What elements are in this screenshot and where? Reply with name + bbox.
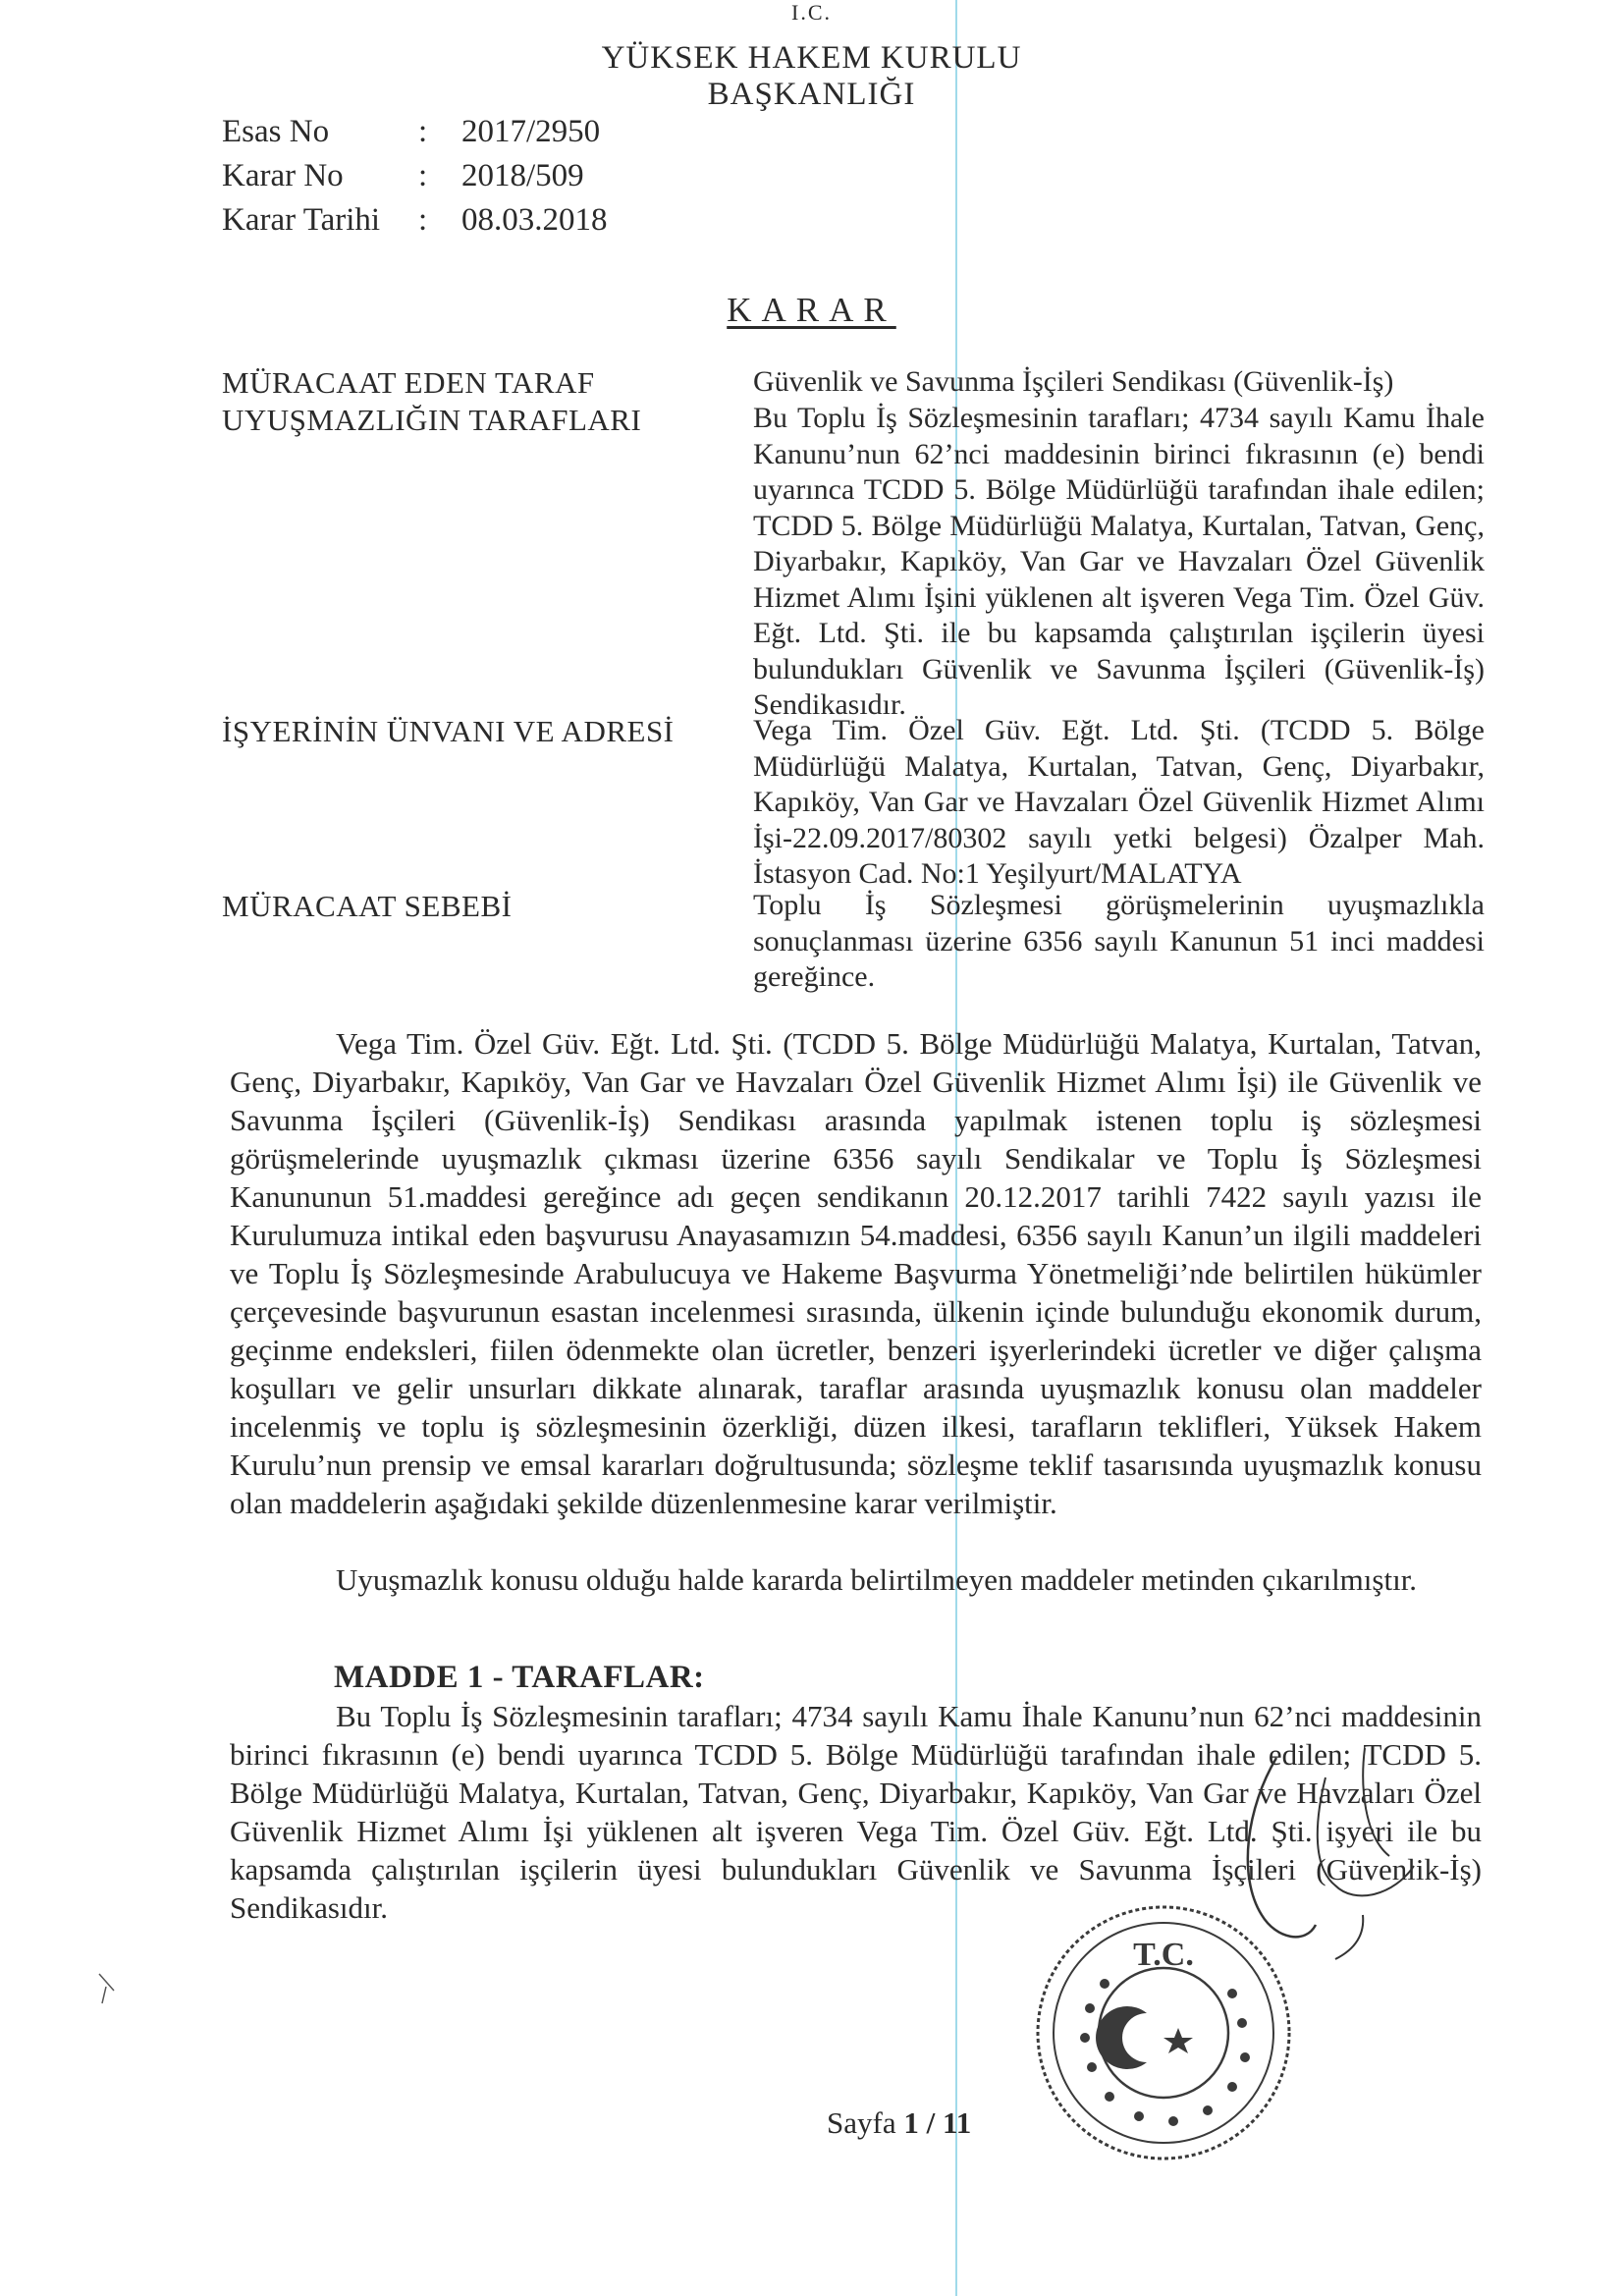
muracaat-eden-text: Güvenlik ve Savunma İşçileri Sendikası (Güvenlik-İş) <box>753 365 1394 398</box>
karar-row <box>222 154 608 198</box>
document-title <box>0 291 1623 330</box>
sebep-text: Toplu İş Sözleşmesi görüşmelerinin uyuşmazlıkla sonuçlanması üzerine 6356 sayılı Kanunun 51 inci maddesi gereğince. <box>753 889 1485 993</box>
official-seal-icon <box>1031 1900 1296 2165</box>
sebep-label: MÜRACAAT SEBEBİ <box>222 889 513 923</box>
page-separator: / <box>926 2105 936 2140</box>
taraflar-text: Bu Toplu İş Sözleşmesinin tarafları; 4734 sayılı Kamu İhale Kanunu’nun 62’nci maddesinin birinci fıkrasının (e) bendi uyarınca TCDD 5. Bölge Müdürlüğü tarafından ihale edilen; TCDD 5. Bölge Müdürlüğü Malatya, Kurtalan, Tatvan, Genç, Diyarbakır, Kapıköy, Van Gar ve Havzaları Özel Güvenlik Hizmet Alımı İşini yüklenen alt işveren Vega Tim. Özel Güv. Eğt. Ltd. Şti. ile bu kapsamda çalıştırılan işçilerin üyesi bulundukları Güvenlik ve Savunma İşçileri (Güvenlik-İş) Sendikasıdır. <box>753 402 1485 721</box>
organization-name: YÜKSEK HAKEM KURULU <box>601 40 1022 76</box>
isyeri-label: İŞYERİNİN ÜNVANI VE ADRESİ <box>222 714 675 748</box>
madde-1-heading: MADDE 1 - TARAFLAR: <box>334 1660 705 1695</box>
organization-subtitle: BAŞKANLIĞI <box>707 77 916 112</box>
karar-label: Karar No <box>222 158 344 193</box>
document-title-text: KARAR <box>727 291 896 329</box>
case-metadata <box>222 110 608 243</box>
esas-colon: : <box>418 114 428 149</box>
page-total: 11 <box>942 2105 972 2140</box>
header-mark: I.C. <box>791 0 832 25</box>
karar-colon: : <box>418 158 428 193</box>
page-current: 1 <box>903 2105 919 2140</box>
tarih-colon: : <box>418 202 428 238</box>
taraflar-label: UYUŞMAZLIĞIN TARAFLARI <box>222 403 642 437</box>
tarih-row <box>222 198 608 243</box>
body-paragraph-2: Uyuşmazlık konusu olduğu halde kararda belirtilmeyen maddeler metinden çıkarılmıştır. <box>336 1562 1418 1597</box>
esas-row <box>222 110 608 154</box>
karar-value: 2018/509 <box>461 158 584 193</box>
madde-1-text: Bu Toplu İş Sözleşmesinin tarafları; 4734 sayılı Kamu İhale Kanunu’nun 62’nci maddesinin birinci fıkrasının (e) bendi uyarınca TCDD 5. Bölge Müdürlüğü tarafından ihale edilen; TCDD 5. Bölge Müdürlüğü Malatya, Kurtalan, Tatvan, Genç, Diyarbakır, Kapıköy, Van Gar ve Havzaları Özel Güvenlik Hizmet Alımı İşi yüklenen alt işveren Vega Tim. Özel Güv. Eğt. Ltd. Şti. işyeri ile bu kapsamda çalıştırılan işçilerin üyesi bulundukları Güvenlik ve Savunma İşçileri (Güvenlik-İş) Sendikasıdır. <box>230 1699 1482 1925</box>
muracaat-eden-label: MÜRACAAT EDEN TARAF <box>222 365 595 400</box>
body-paragraph-1: Vega Tim. Özel Güv. Eğt. Ltd. Şti. (TCDD 5. Bölge Müdürlüğü Malatya, Kurtalan, Tatvan, Genç, Diyarbakır, Kapıköy, Van Gar ve Havzaları Özel Güvenlik Hizmet Alımı İşi) ile Güvenlik ve Savunma İşçileri (Güvenlik-İş) Sendikası arasında yapılmak istenen toplu iş sözleşmesi görüşmelerinde uyuşmazlık çıkması üzerine 6356 sayılı Sendikalar ve Toplu İş Sözleşmesi Kanununun 51.maddesi gereğince adı geçen sendikanın 20.12.2017 tarihli 7422 sayılı yazısı ile Kurulumuza intikal eden başvurusu Anayasamızın 54.maddesi, 6356 sayılı Kanun’un ilgili maddeleri ve Toplu İş Sözleşmesinde Arabulucuya ve Hakeme Başvurma Yönetmeliği’nde belirtilen hükümler çerçevesinde başvurunun esastan incelenmesi sırasında, ülkenin içinde bulunduğu ekonomik durum, geçinme endeksleri, fiilen ödenmekte olan ücretler, benzeri işyerlerindeki ücretler ve diğer çalışma koşulları ve gelir unsurları dikkate alınarak, taraflar arasında uyuşmazlık konusu olan maddeler incelenmiş ve toplu iş sözleşmesinin özerkliği, düzen ilkesi, tarafların teklifleri, Yüksek Hakem Kurulu’nun prensip ve emsal kararları doğrultusunda; sözleşme teklif tasarısında uyuşmazlık konusu olan maddelerin aşağıdaki şekilde düzenlenmesine karar verilmiştir. <box>230 1026 1482 1520</box>
seal-inner-text: T.C. <box>1133 1937 1194 1973</box>
page-prefix: Sayfa <box>827 2105 896 2140</box>
esas-label: Esas No <box>222 114 330 149</box>
esas-value: 2017/2950 <box>461 114 601 149</box>
page-number <box>827 2105 971 2141</box>
tarih-label: Karar Tarihi <box>222 202 381 238</box>
isyeri-text: Vega Tim. Özel Güv. Eğt. Ltd. Şti. (TCDD 5. Bölge Müdürlüğü Malatya, Kurtalan, Tatvan, Genç, Diyarbakır, Kapıköy, Van Gar ve Havzaları Özel Güvenlik Hizmet Alımı İşi-22.09.2017/80302 sayılı yetki belgesi) Özalper Mah. İstasyon Cad. No:1 Yeşilyurt/MALATYA <box>753 714 1485 890</box>
margin-mark-icon <box>94 1969 124 2008</box>
tarih-value: 08.03.2018 <box>461 202 608 238</box>
